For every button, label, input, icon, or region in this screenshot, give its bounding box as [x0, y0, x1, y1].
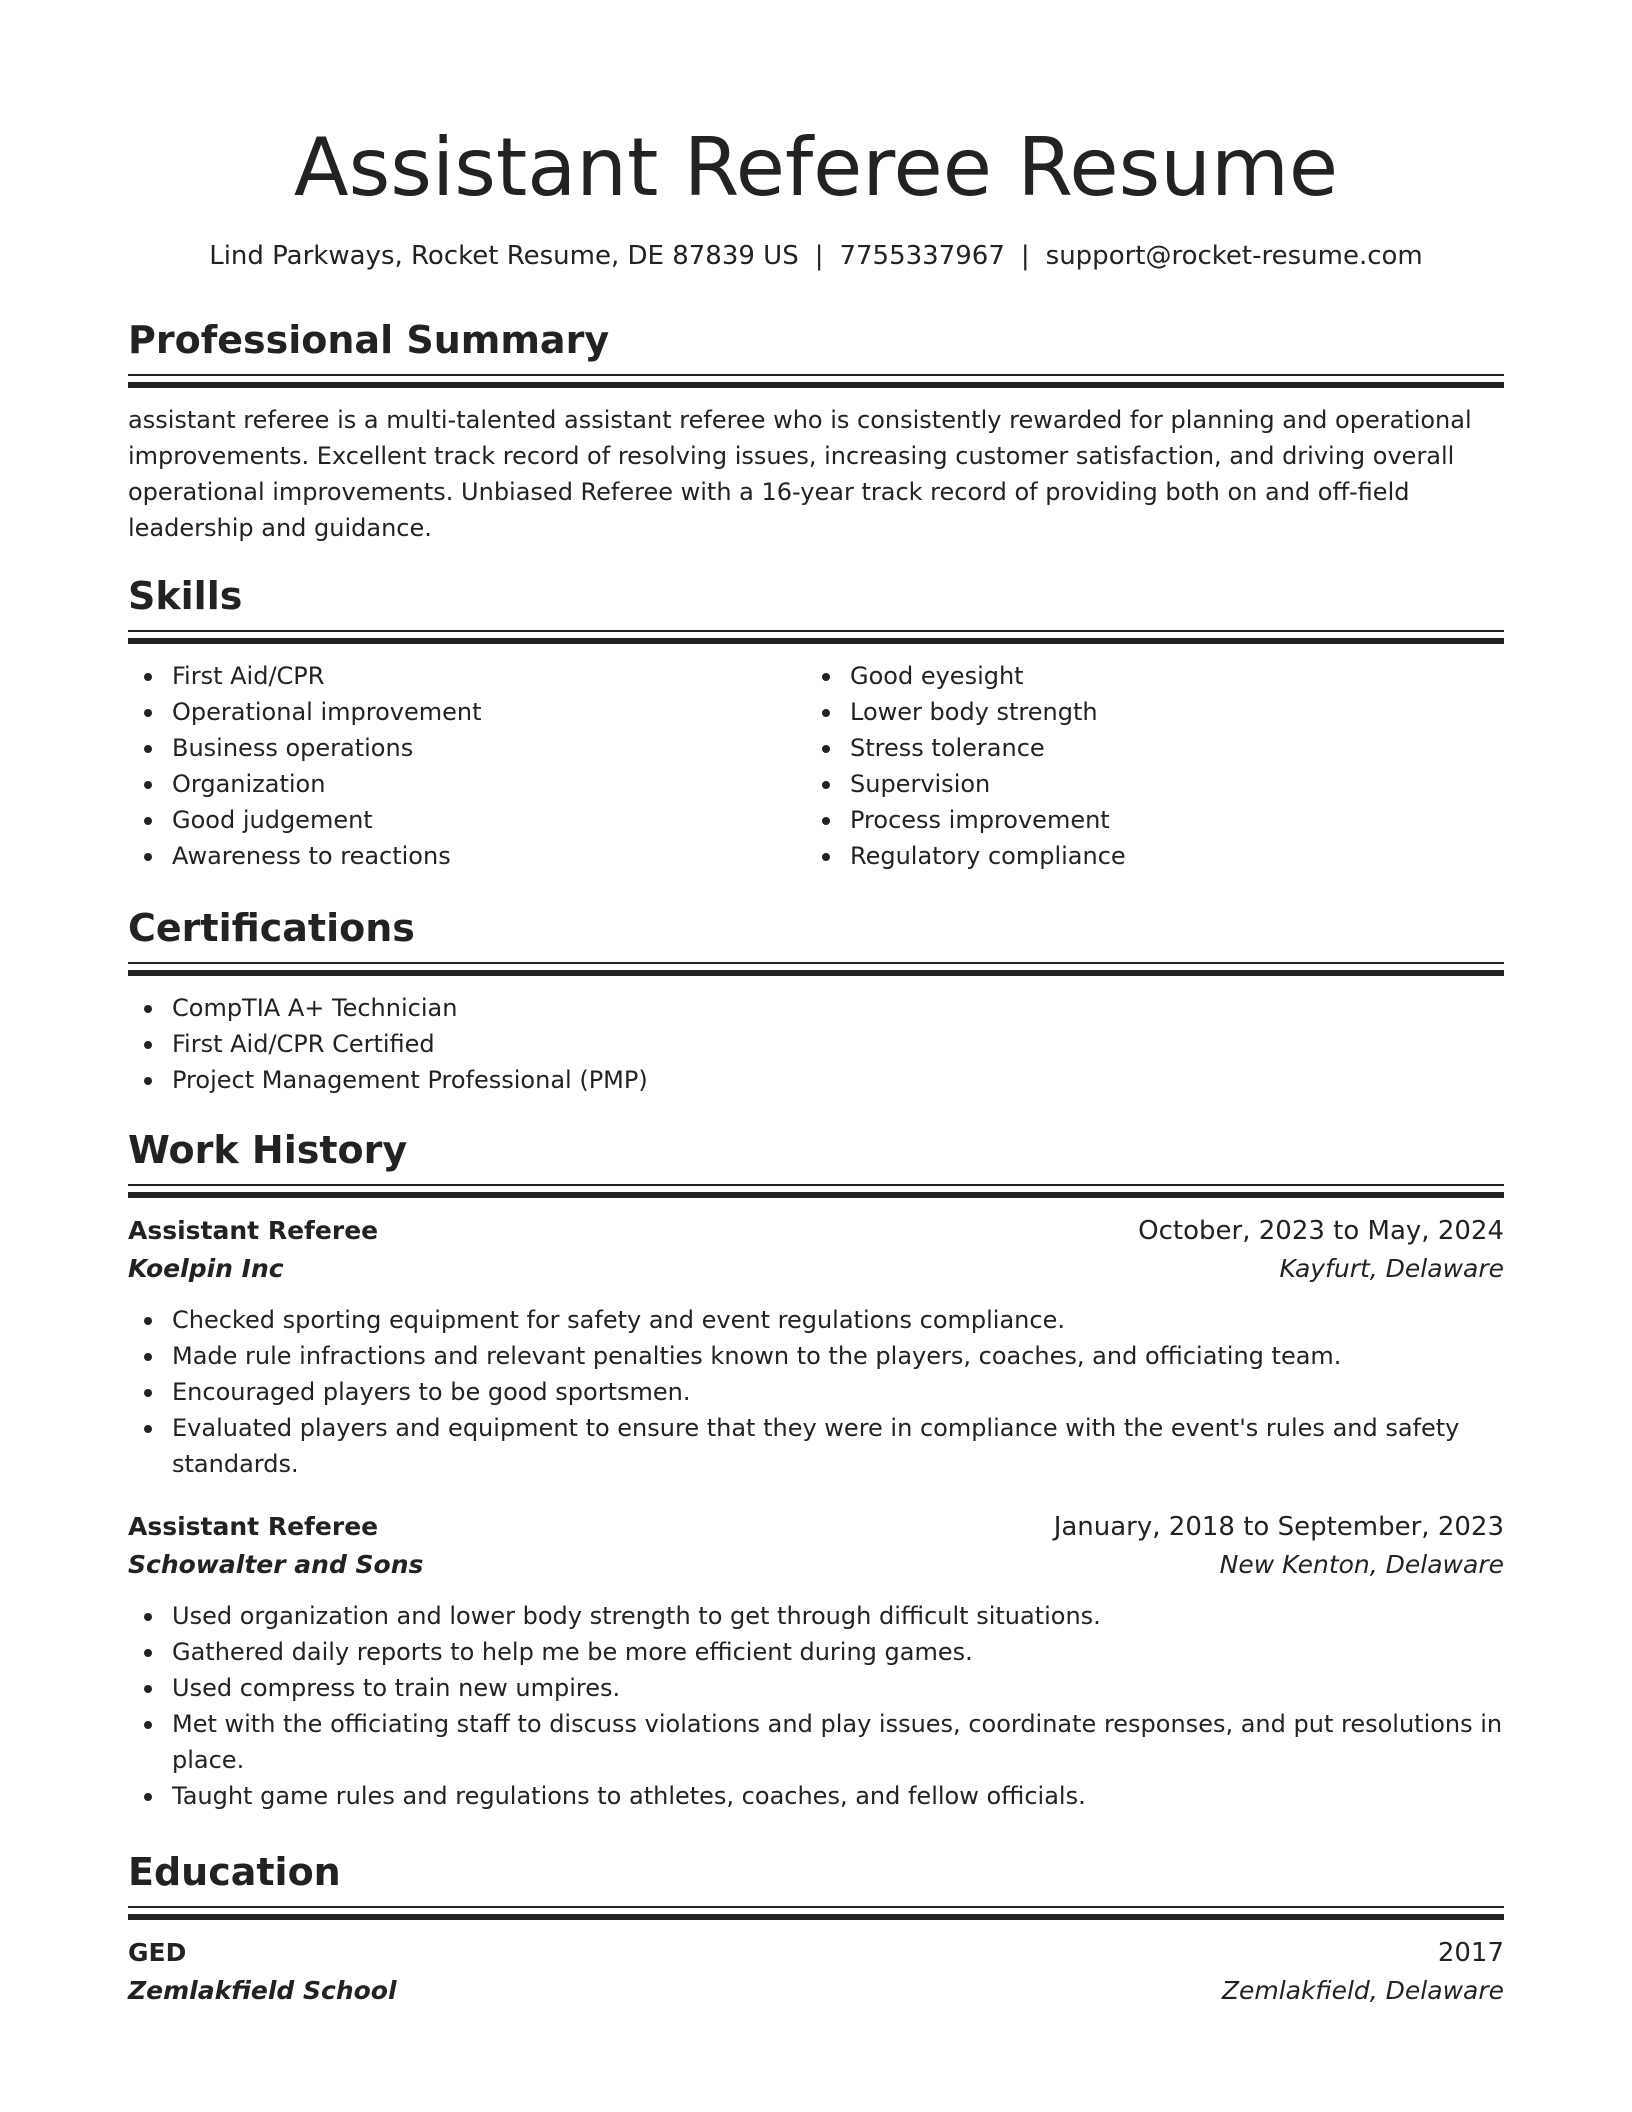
contact-address: Lind Parkways, Rocket Resume, DE 87839 US [209, 241, 799, 271]
job-company: Schowalter and Sons [128, 1550, 424, 1579]
contact-separator: | [1020, 241, 1030, 271]
contact-separator: | [814, 241, 824, 271]
section-heading: Education [128, 1850, 341, 1894]
education-degree: GED [128, 1938, 187, 1967]
section-divider [128, 374, 1504, 376]
skill-item: Organization [172, 766, 806, 802]
job-bullets [128, 1598, 1504, 1814]
section-divider [128, 962, 1504, 964]
section-divider-thick [128, 1192, 1504, 1198]
job-title: Assistant Referee [128, 1216, 379, 1245]
section-divider-thick [128, 970, 1504, 976]
education-school: Zemlakfield School [128, 1976, 397, 2005]
job-bullet: Checked sporting equipment for safety and event regulations compliance. [172, 1302, 1504, 1338]
certifications-list [128, 990, 1504, 1098]
job-company: Koelpin Inc [128, 1254, 284, 1283]
certification-item: First Aid/CPR Certified [172, 1026, 1504, 1062]
skills-columns [128, 658, 1504, 874]
skills-list [128, 658, 806, 874]
job-bullet: Met with the officiating staff to discuss violations and play issues, coordinate responses, and put resolutions in place. [172, 1706, 1504, 1778]
summary-section [128, 316, 1504, 546]
section-divider-thick [128, 382, 1504, 388]
job-bullet: Encouraged players to be good sportsmen. [172, 1374, 1504, 1410]
job-entry [128, 1508, 1504, 1814]
resume-title: Assistant Referee Resume [293, 121, 1339, 214]
skill-item: Operational improvement [172, 694, 806, 730]
skill-item: Good eyesight [850, 658, 1484, 694]
section-divider-thick [128, 638, 1504, 644]
job-location: Kayfurt, Delaware [1279, 1254, 1504, 1283]
skill-item: Business operations [172, 730, 806, 766]
education-header [128, 1934, 1504, 1972]
job-location: New Kenton, Delaware [1219, 1550, 1504, 1579]
section-heading: Skills [128, 574, 243, 618]
education-subheader [128, 1972, 1504, 2010]
contact-email: support@rocket-resume.com [1045, 241, 1423, 271]
education-entry [128, 1934, 1504, 2010]
job-subheader [128, 1250, 1504, 1288]
skills-column-left [128, 658, 806, 874]
skill-item: Regulatory compliance [850, 838, 1484, 874]
section-heading: Professional Summary [128, 318, 610, 362]
certification-item: Project Management Professional (PMP) [172, 1062, 1504, 1098]
skills-column-right [806, 658, 1484, 874]
skill-item: Awareness to reactions [172, 838, 806, 874]
skill-item: First Aid/CPR [172, 658, 806, 694]
job-subheader [128, 1546, 1504, 1584]
job-entry [128, 1212, 1504, 1482]
job-dates: January, 2018 to September, 2023 [1053, 1512, 1504, 1542]
section-divider-thick [128, 1914, 1504, 1920]
education-year: 2017 [1437, 1938, 1504, 1968]
skills-section [128, 572, 1504, 874]
education-location: Zemlakfield, Delaware [1221, 1976, 1504, 2005]
job-bullet: Used compress to train new umpires. [172, 1670, 1504, 1706]
skill-item: Supervision [850, 766, 1484, 802]
job-bullet: Taught game rules and regulations to athletes, coaches, and fellow officials. [172, 1778, 1504, 1814]
section-heading: Certifications [128, 906, 415, 950]
skill-item: Good judgement [172, 802, 806, 838]
job-header [128, 1212, 1504, 1250]
job-bullets [128, 1302, 1504, 1482]
job-bullet: Evaluated players and equipment to ensure that they were in compliance with the event's rules and safety standards. [172, 1410, 1504, 1482]
skills-list [806, 658, 1484, 874]
section-divider [128, 1906, 1504, 1908]
education-section [128, 1848, 1504, 2010]
work-history-section [128, 1126, 1504, 1814]
section-divider [128, 630, 1504, 632]
skill-item: Process improvement [850, 802, 1484, 838]
skill-item: Stress tolerance [850, 730, 1484, 766]
job-bullet: Used organization and lower body strength to get through difficult situations. [172, 1598, 1504, 1634]
job-bullet: Gathered daily reports to help me be more efficient during games. [172, 1634, 1504, 1670]
job-header [128, 1508, 1504, 1546]
contact-phone: 7755337967 [839, 241, 1005, 271]
summary-text: assistant referee is a multi-talented assistant referee who is consistently rewarded for planning and operational improvements. Excellent track record of resolving issues, increasing customer satisfaction, and driving overall operational improvements. Unbiased Referee with a 16-year track record of providing both on and off-field leadership and guidance. [128, 406, 1472, 542]
job-title: Assistant Referee [128, 1512, 379, 1541]
skill-item: Lower body strength [850, 694, 1484, 730]
certification-item: CompTIA A+ Technician [172, 990, 1504, 1026]
section-heading: Work History [128, 1128, 408, 1172]
contact-line [128, 238, 1504, 274]
section-divider [128, 1184, 1504, 1186]
job-bullet: Made rule infractions and relevant penalties known to the players, coaches, and officiating team. [172, 1338, 1504, 1374]
certifications-section [128, 904, 1504, 1098]
job-dates: October, 2023 to May, 2024 [1138, 1216, 1504, 1246]
